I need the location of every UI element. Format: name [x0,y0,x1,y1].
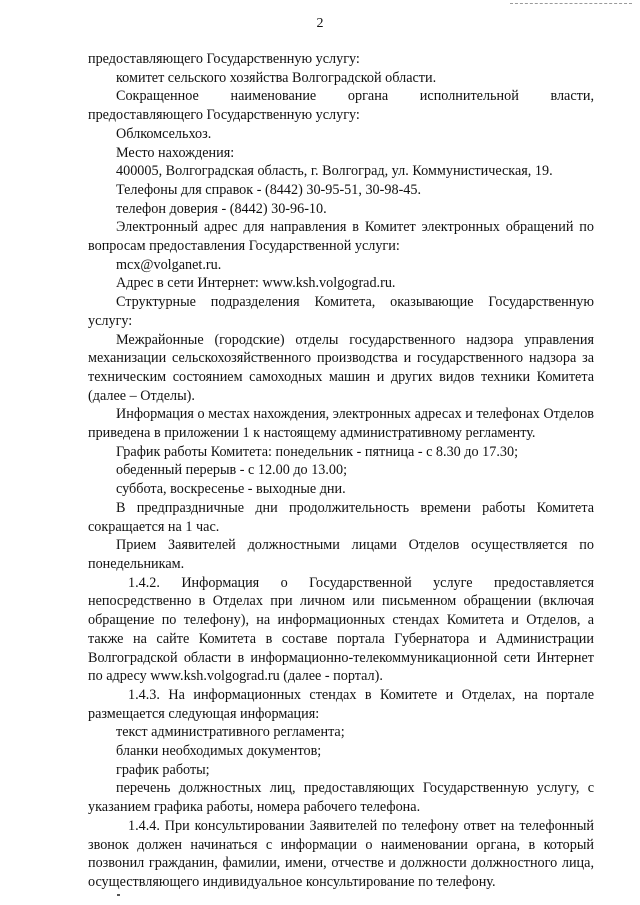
scan-speck [117,894,120,896]
paragraph: суббота, воскресенье - выходные дни. [116,481,346,498]
document-body [88,50,594,892]
paragraph: Облкомсельхоз. [116,125,212,142]
paragraph: 1.4.4. При консультировании Заявителей по телефону ответ на телефонный звонок должен начинаться с информации о наименовании органа, в который позвонил гражданин, фамилии, имени, отчестве и должности должностного лица, осуществляющего индивидуальное консультирование по телефону. [88,817,594,890]
paragraph: 1.4.3. На информационных стендах в Комитете и Отделах, на портале размещается следующая информация: [88,686,594,722]
paragraph: обеденный перерыв - с 12.00 до 13.00; [116,462,348,479]
paragraph: телефон доверия - (8442) 30-96-10. [116,200,327,217]
paragraph: Прием Заявителей должностными лицами Отделов осуществляется по понедельникам. [88,537,594,572]
paragraph: Информация о местах нахождения, электронных адресах и телефонах Отделов приведена в приложении 1 к настоящему административному регламенту. [88,406,594,442]
paragraph: бланки необходимых документов; [116,743,322,760]
paragraph: предоставляющего Государственную услугу: [88,51,360,67]
scan-edge-mark [510,3,632,7]
paragraph: Телефоны для справок - (8442) 30-95-51, 30-98-45. [116,181,422,198]
paragraph: Место нахождения: [116,144,235,161]
paragraph: Сокращенное наименование органа исполнительной власти, предоставляющего Государственную услугу: [88,88,594,124]
page-number: 2 [316,16,324,31]
paragraph: перечень должностных лиц, предоставляющих Государственную услугу, с указанием графика работы, номера рабочего телефона. [88,780,594,816]
paragraph: 400005, Волгоградская область, г. Волгоград, ул. Коммунистическая, 19. [116,163,553,180]
paragraph: 1.4.2. Информация о Государственной услуге предоставляется непосредственно в Отделах при личном или письменном обращении (включая обращение по телефону), на информационных стендах Комитета и Отделов, а также на сайте Комитета в составе портала Губернатора и Администрации Волгоградской области в информационно-телекоммуникационной сети Интернет по адресу www.ksh.volgograd.ru (далее - портал). [88,574,594,685]
paragraph: Межрайонные (городские) отделы государственного надзора управления механизации сельскохозяйственного производства и государственного надзора за техническим состоянием самоходных машин и других видов техники Комитета (далее – Отделы). [88,331,594,404]
paragraph: график работы; [116,761,210,778]
paragraph: Структурные подразделения Комитета, оказывающие Государственную услугу: [88,294,594,329]
paragraph: В предпраздничные дни продолжительность времени работы Комитета сокращается на 1 час. [88,499,594,535]
email-address: mcx@volganet.ru. [116,256,222,273]
paragraph: комитет сельского хозяйства Волгоградской области. [116,69,437,86]
paragraph: График работы Комитета: понедельник - пятница - с 8.30 до 17.30; [116,443,519,460]
paragraph: Электронный адрес для направления в Комитет электронных обращений по вопросам предоставления Государственной услуги: [88,219,594,255]
paragraph: текст административного регламента; [116,724,345,741]
paragraph: Адрес в сети Интернет: www.ksh.volgograd.ru. [116,275,396,292]
